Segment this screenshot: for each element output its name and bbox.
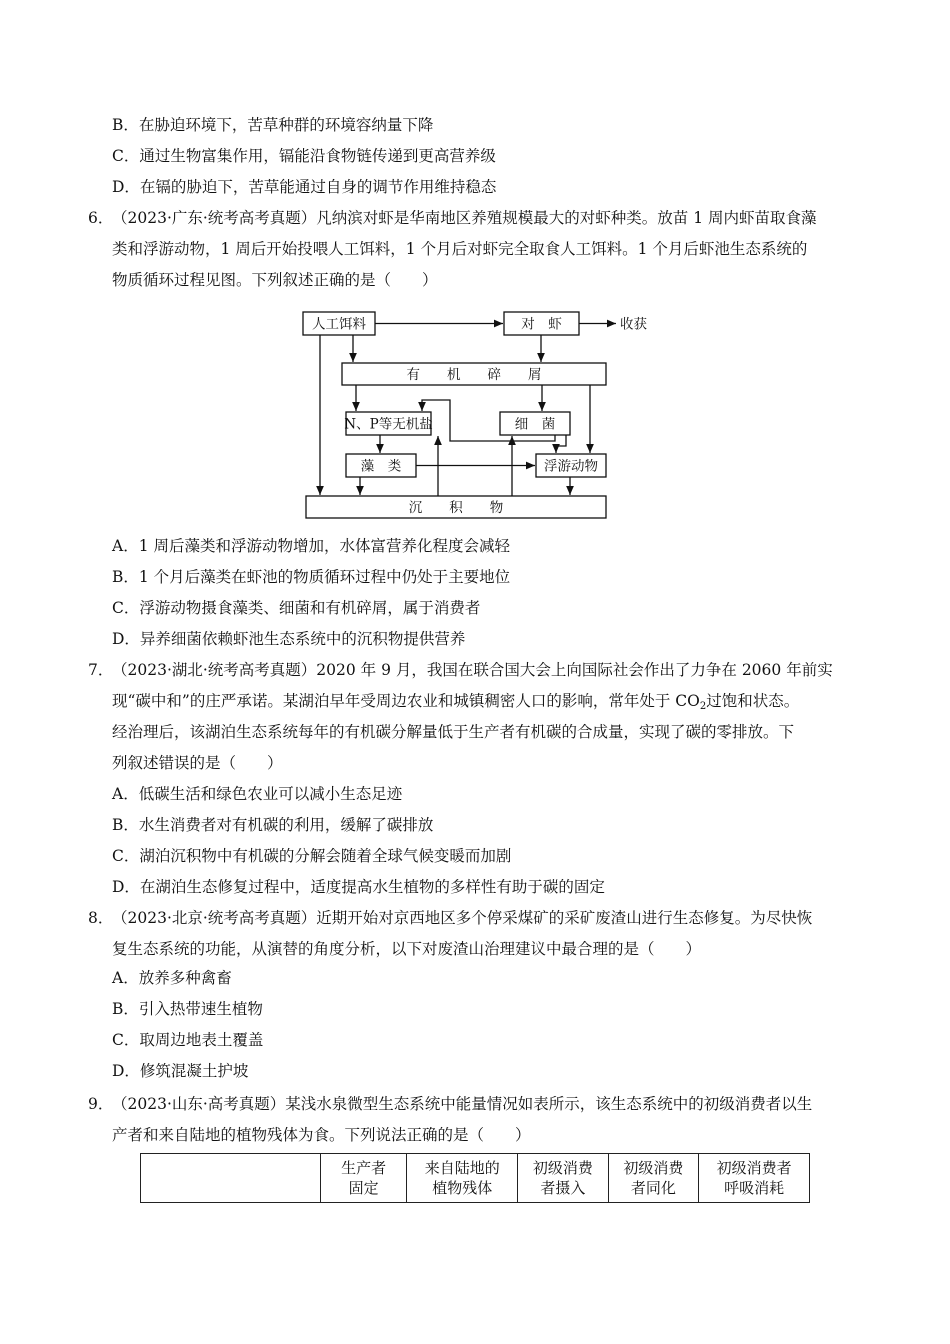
q6-option-b: B．1 个月后藻类在虾池的物质循环过程中仍处于主要地位 bbox=[112, 568, 511, 586]
table-header-cell: 初级消费者 呼吸消耗 bbox=[699, 1154, 810, 1203]
q7-stem-line: 经治理后，该湖泊生态系统每年的有机碳分解量低于生产者有机碳的合成量，实现了碳的零排放。下 bbox=[112, 723, 795, 741]
energy-table bbox=[140, 1153, 810, 1203]
q7-stem-line bbox=[112, 691, 799, 711]
table-header-cell: 初级消费 者摄入 bbox=[518, 1154, 608, 1203]
q7-number: 7． bbox=[88, 661, 114, 679]
arrow-bacteria-zooplankton bbox=[556, 435, 566, 453]
q7-option-d: D．在湖泊生态修复过程中，适度提高水生植物的多样性有助于碳的固定 bbox=[112, 878, 605, 896]
q8-option-c: C．取周边地表土覆盖 bbox=[112, 1031, 264, 1049]
q5-option-c: C．通过生物富集作用，镉能沿食物链传递到更高营养级 bbox=[112, 147, 496, 165]
material-cycle-diagram bbox=[300, 308, 660, 524]
q6-stem-line: （2023·广东·统考高考真题）凡纳滨对虾是华南地区养殖规模最大的对虾种类。放苗 1 周内虾苗取食藻 bbox=[112, 209, 817, 227]
table-header-cell: 来自陆地的 植物残体 bbox=[407, 1154, 518, 1203]
q5-option-d: D．在镉的胁迫下，苦草能通过自身的调节作用维持稳态 bbox=[112, 178, 497, 196]
q7-option-b: B．水生消费者对有机碳的利用，缓解了碳排放 bbox=[112, 816, 434, 834]
q6-option-c: C．浮游动物摄食藻类、细菌和有机碎屑，属于消费者 bbox=[112, 599, 481, 617]
q9-number: 9． bbox=[88, 1095, 114, 1113]
q8-number: 8． bbox=[88, 909, 114, 927]
table-header-cell: 初级消费 者同化 bbox=[608, 1154, 698, 1203]
q8-option-d: D．修筑混凝土护坡 bbox=[112, 1062, 249, 1080]
co2-subscript: 2 bbox=[699, 701, 707, 712]
table-header-row bbox=[141, 1154, 810, 1203]
detritus-label: 有 机 碎 屑 bbox=[406, 367, 542, 383]
salts-label: N、P等无机盐 bbox=[344, 416, 433, 433]
table-header-cell bbox=[141, 1154, 321, 1203]
q8-stem-line: 复生态系统的功能，从演替的角度分析，以下对废渣山治理建议中最合理的是（ ） bbox=[112, 940, 702, 958]
q7-option-a: A．低碳生活和绿色农业可以减小生态足迹 bbox=[112, 785, 403, 803]
zooplankton-label: 浮游动物 bbox=[544, 458, 598, 475]
q8-stem-line: （2023·北京·统考高考真题）近期开始对京西地区多个停采煤矿的采矿废渣山进行生态修复。为尽快恢 bbox=[112, 909, 813, 927]
q5-option-b: B．在胁迫环境下，苦草种群的环境容纳量下降 bbox=[112, 116, 434, 134]
q7-stem-part: 过饱和状态。 bbox=[706, 692, 800, 710]
q7-option-c: C．湖泊沉积物中有机碳的分解会随着全球气候变暖而加剧 bbox=[112, 847, 512, 865]
q8-option-b: B．引入热带速生植物 bbox=[112, 1000, 263, 1018]
q7-stem-part: 现“碳中和”的庄严承诺。某湖泊早年受周边农业和城镇稠密人口的影响，常年处于 CO bbox=[112, 692, 700, 710]
feed-label: 人工饵料 bbox=[312, 316, 366, 333]
q8-option-a: A．放养多种禽畜 bbox=[112, 969, 232, 987]
table-header-cell: 生产者 固定 bbox=[320, 1154, 406, 1203]
algae-label: 藻 类 bbox=[360, 458, 402, 475]
q6-option-a: A．1 周后藻类和浮游动物增加，水体富营养化程度会减轻 bbox=[112, 537, 510, 555]
q6-stem-line: 物质循环过程见图。下列叙述正确的是（ ） bbox=[112, 271, 438, 289]
shrimp-label: 对 虾 bbox=[521, 316, 562, 333]
q9-stem-line: 产者和来自陆地的植物残体为食。下列说法正确的是（ ） bbox=[112, 1126, 531, 1144]
q9-stem-line: （2023·山东·高考真题）某浅水泉微型生态系统中能量情况如表所示，该生态系统中的初级消费者以生 bbox=[112, 1095, 813, 1113]
q6-number: 6． bbox=[88, 209, 114, 227]
bacteria-label: 细 菌 bbox=[514, 416, 556, 433]
harvest-label: 收获 bbox=[620, 316, 647, 333]
sediment-label: 沉 积 物 bbox=[408, 500, 504, 516]
q6-stem-line: 类和浮游动物，1 周后开始投喂人工饵料，1 个月后对虾完全取食人工饵料。1 个月后虾池生态系统的 bbox=[112, 240, 808, 258]
q6-option-d: D．异养细菌依赖虾池生态系统中的沉积物提供营养 bbox=[112, 630, 466, 648]
q7-stem-line: 列叙述错误的是（ ） bbox=[112, 754, 283, 772]
q7-stem-line: （2023·湖北·统考高考真题）2020 年 9 月，我国在联合国大会上向国际社会作出了力争在 2060 年前实 bbox=[112, 661, 833, 679]
